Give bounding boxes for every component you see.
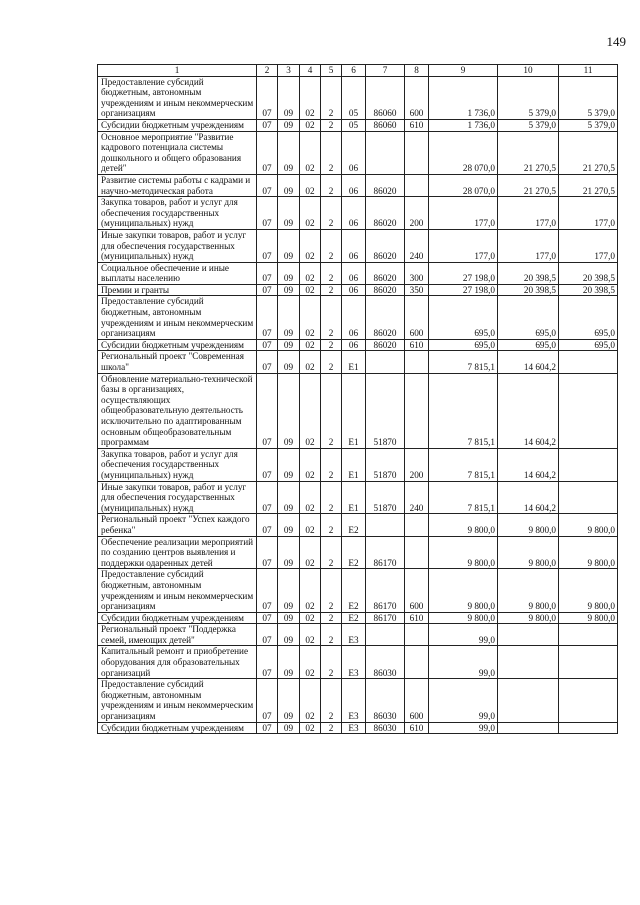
code-cell: 07 — [257, 448, 278, 481]
code-cell: 07 — [257, 569, 278, 612]
code-cell: 86030 — [366, 646, 405, 679]
code-cell: 2 — [321, 448, 342, 481]
row-name-cell: Иные закупки товаров, работ и услуг для обеспечения государственных (муниципальных) нужд — [98, 229, 257, 262]
code-cell: 07 — [257, 229, 278, 262]
code-cell — [405, 351, 429, 373]
column-header: 10 — [498, 65, 559, 77]
table-row — [98, 536, 618, 569]
column-header: 4 — [300, 65, 321, 77]
code-cell — [366, 514, 405, 536]
code-cell: 86170 — [366, 612, 405, 624]
code-cell: 09 — [278, 722, 300, 734]
code-cell: 07 — [257, 612, 278, 624]
code-cell: 07 — [257, 351, 278, 373]
code-cell: 86020 — [366, 174, 405, 196]
amount-cell — [559, 722, 618, 734]
row-name-cell: Субсидии бюджетным учреждениям — [98, 612, 257, 624]
amount-cell: 99,0 — [429, 722, 498, 734]
row-name-cell: Капитальный ремонт и приобретение оборудования для образовательных организаций — [98, 646, 257, 679]
code-cell: 07 — [257, 373, 278, 448]
amount-cell — [559, 351, 618, 373]
table-body — [98, 76, 618, 734]
amount-cell: 14 604,2 — [498, 448, 559, 481]
code-cell — [366, 351, 405, 373]
amount-cell: 5 379,0 — [498, 76, 559, 119]
code-cell: 02 — [300, 612, 321, 624]
amount-cell: 9 800,0 — [559, 536, 618, 569]
row-name-cell: Иные закупки товаров, работ и услуг для обеспечения государственных (муниципальных) нужд — [98, 481, 257, 514]
code-cell: 86020 — [366, 197, 405, 230]
code-cell: 09 — [278, 612, 300, 624]
code-cell: 05 — [342, 76, 366, 119]
amount-cell: 9 800,0 — [559, 569, 618, 612]
code-cell — [405, 624, 429, 646]
column-header: 3 — [278, 65, 300, 77]
code-cell: 09 — [278, 262, 300, 284]
amount-cell: 9 800,0 — [429, 536, 498, 569]
code-cell: 05 — [342, 119, 366, 131]
amount-cell: 177,0 — [498, 229, 559, 262]
code-cell: 86020 — [366, 284, 405, 296]
code-cell: 2 — [321, 679, 342, 722]
table-row — [98, 262, 618, 284]
code-cell: E1 — [342, 448, 366, 481]
code-cell: 86030 — [366, 722, 405, 734]
amount-cell: 9 800,0 — [498, 514, 559, 536]
amount-cell: 21 270,5 — [498, 131, 559, 174]
code-cell: 02 — [300, 569, 321, 612]
amount-cell: 28 070,0 — [429, 131, 498, 174]
code-cell: 86030 — [366, 679, 405, 722]
code-cell: 07 — [257, 76, 278, 119]
code-cell: 02 — [300, 174, 321, 196]
code-cell — [405, 174, 429, 196]
code-cell: 09 — [278, 569, 300, 612]
code-cell: E3 — [342, 624, 366, 646]
amount-cell: 5 379,0 — [559, 76, 618, 119]
code-cell: 2 — [321, 174, 342, 196]
row-name-cell: Субсидии бюджетным учреждениям — [98, 119, 257, 131]
code-cell: 2 — [321, 514, 342, 536]
code-cell: 02 — [300, 131, 321, 174]
code-cell: E1 — [342, 481, 366, 514]
code-cell: 09 — [278, 339, 300, 351]
code-cell: 07 — [257, 119, 278, 131]
code-cell: 07 — [257, 679, 278, 722]
amount-cell: 177,0 — [429, 197, 498, 230]
code-cell: 2 — [321, 131, 342, 174]
code-cell: 09 — [278, 351, 300, 373]
row-name-cell: Субсидии бюджетным учреждениям — [98, 722, 257, 734]
amount-cell: 20 398,5 — [559, 284, 618, 296]
amount-cell: 177,0 — [429, 229, 498, 262]
code-cell: 51870 — [366, 481, 405, 514]
code-cell: 09 — [278, 131, 300, 174]
table-row — [98, 624, 618, 646]
code-cell: 86020 — [366, 229, 405, 262]
code-cell: 610 — [405, 612, 429, 624]
amount-cell: 14 604,2 — [498, 373, 559, 448]
amount-cell — [498, 646, 559, 679]
code-cell: 02 — [300, 679, 321, 722]
code-cell: E2 — [342, 569, 366, 612]
code-cell: 06 — [342, 229, 366, 262]
code-cell: 09 — [278, 197, 300, 230]
code-cell: 02 — [300, 481, 321, 514]
row-name-cell: Обеспечение реализации мероприятий по созданию центров выявления и поддержки одаренных детей — [98, 536, 257, 569]
amount-cell: 99,0 — [429, 624, 498, 646]
code-cell: 09 — [278, 624, 300, 646]
code-cell: 2 — [321, 284, 342, 296]
code-cell: E2 — [342, 514, 366, 536]
amount-cell: 177,0 — [559, 229, 618, 262]
code-cell: 02 — [300, 197, 321, 230]
amount-cell: 21 270,5 — [559, 131, 618, 174]
code-cell: 2 — [321, 262, 342, 284]
code-cell: 07 — [257, 536, 278, 569]
amount-cell — [559, 646, 618, 679]
code-cell: 07 — [257, 284, 278, 296]
code-cell — [405, 536, 429, 569]
table-row — [98, 679, 618, 722]
code-cell: 2 — [321, 722, 342, 734]
code-cell: E2 — [342, 612, 366, 624]
table-row — [98, 229, 618, 262]
code-cell: 2 — [321, 646, 342, 679]
row-name-cell: Предоставление субсидий бюджетным, автономным учреждениям и иным некоммерческим организациям — [98, 296, 257, 339]
amount-cell: 1 736,0 — [429, 119, 498, 131]
amount-cell — [498, 679, 559, 722]
code-cell: 2 — [321, 351, 342, 373]
table-row — [98, 339, 618, 351]
code-cell: 07 — [257, 514, 278, 536]
table-row — [98, 514, 618, 536]
amount-cell: 695,0 — [498, 339, 559, 351]
code-cell: 02 — [300, 536, 321, 569]
amount-cell: 7 815,1 — [429, 373, 498, 448]
code-cell: 86020 — [366, 339, 405, 351]
table-row — [98, 131, 618, 174]
code-cell: 86170 — [366, 536, 405, 569]
amount-cell: 695,0 — [429, 296, 498, 339]
code-cell: 610 — [405, 119, 429, 131]
code-cell: 02 — [300, 646, 321, 679]
amount-cell: 9 800,0 — [498, 612, 559, 624]
code-cell: 02 — [300, 229, 321, 262]
code-cell: 07 — [257, 197, 278, 230]
amount-cell: 9 800,0 — [498, 536, 559, 569]
table-row — [98, 373, 618, 448]
column-header: 9 — [429, 65, 498, 77]
amount-cell: 27 198,0 — [429, 284, 498, 296]
code-cell: 300 — [405, 262, 429, 284]
amount-cell: 28 070,0 — [429, 174, 498, 196]
code-cell: 09 — [278, 373, 300, 448]
table-row — [98, 646, 618, 679]
code-cell — [405, 373, 429, 448]
amount-cell: 9 800,0 — [559, 514, 618, 536]
amount-cell: 9 800,0 — [429, 569, 498, 612]
amount-cell: 695,0 — [498, 296, 559, 339]
code-cell: E1 — [342, 373, 366, 448]
code-cell — [405, 514, 429, 536]
table-row — [98, 296, 618, 339]
code-cell: 2 — [321, 76, 342, 119]
code-cell: 2 — [321, 229, 342, 262]
table-row — [98, 76, 618, 119]
code-cell: 200 — [405, 448, 429, 481]
code-cell: 02 — [300, 624, 321, 646]
amount-cell: 7 815,1 — [429, 448, 498, 481]
amount-cell: 695,0 — [429, 339, 498, 351]
amount-cell — [498, 722, 559, 734]
amount-cell: 21 270,5 — [559, 174, 618, 196]
code-cell: 09 — [278, 536, 300, 569]
table-row — [98, 612, 618, 624]
code-cell: 86170 — [366, 569, 405, 612]
table-row — [98, 448, 618, 481]
code-cell — [366, 131, 405, 174]
amount-cell: 20 398,5 — [498, 284, 559, 296]
table-row — [98, 119, 618, 131]
row-name-cell: Региональный проект "Успех каждого ребенка" — [98, 514, 257, 536]
amount-cell: 7 815,1 — [429, 351, 498, 373]
code-cell: 2 — [321, 624, 342, 646]
code-cell: 610 — [405, 339, 429, 351]
amount-cell — [559, 679, 618, 722]
code-cell: 240 — [405, 229, 429, 262]
code-cell: 600 — [405, 296, 429, 339]
code-cell: 07 — [257, 481, 278, 514]
column-header: 2 — [257, 65, 278, 77]
amount-cell: 21 270,5 — [498, 174, 559, 196]
table-row — [98, 481, 618, 514]
amount-cell: 1 736,0 — [429, 76, 498, 119]
budget-table — [97, 64, 618, 734]
table-row — [98, 284, 618, 296]
code-cell: 02 — [300, 448, 321, 481]
amount-cell: 695,0 — [559, 339, 618, 351]
code-cell: 09 — [278, 229, 300, 262]
code-cell: 09 — [278, 119, 300, 131]
column-header: 5 — [321, 65, 342, 77]
amount-cell: 14 604,2 — [498, 481, 559, 514]
code-cell: 2 — [321, 119, 342, 131]
amount-cell: 9 800,0 — [429, 612, 498, 624]
code-cell: 09 — [278, 76, 300, 119]
code-cell: 350 — [405, 284, 429, 296]
code-cell: 2 — [321, 536, 342, 569]
amount-cell — [559, 448, 618, 481]
code-cell: 07 — [257, 174, 278, 196]
code-cell: 02 — [300, 514, 321, 536]
code-cell: 610 — [405, 722, 429, 734]
amount-cell: 9 800,0 — [498, 569, 559, 612]
code-cell: 02 — [300, 262, 321, 284]
code-cell: 06 — [342, 262, 366, 284]
code-cell: 07 — [257, 339, 278, 351]
row-name-cell: Развитие системы работы с кадрами и научно-методическая работа — [98, 174, 257, 196]
code-cell: 06 — [342, 131, 366, 174]
amount-cell: 9 800,0 — [429, 514, 498, 536]
code-cell: 09 — [278, 514, 300, 536]
code-cell: 02 — [300, 722, 321, 734]
code-cell: 06 — [342, 284, 366, 296]
amount-cell: 27 198,0 — [429, 262, 498, 284]
code-cell: E3 — [342, 679, 366, 722]
code-cell: 51870 — [366, 373, 405, 448]
code-cell: 09 — [278, 646, 300, 679]
row-name-cell: Премии и гранты — [98, 284, 257, 296]
code-cell: E3 — [342, 646, 366, 679]
code-cell: 240 — [405, 481, 429, 514]
code-cell: 09 — [278, 284, 300, 296]
row-name-cell: Предоставление субсидий бюджетным, автономным учреждениям и иным некоммерческим организациям — [98, 76, 257, 119]
column-header: 7 — [366, 65, 405, 77]
code-cell: 09 — [278, 296, 300, 339]
amount-cell: 5 379,0 — [498, 119, 559, 131]
code-cell: 02 — [300, 119, 321, 131]
table-row — [98, 174, 618, 196]
row-name-cell: Субсидии бюджетным учреждениям — [98, 339, 257, 351]
code-cell: 2 — [321, 339, 342, 351]
code-cell: 200 — [405, 197, 429, 230]
code-cell: 07 — [257, 722, 278, 734]
code-cell: 07 — [257, 624, 278, 646]
code-cell: 07 — [257, 131, 278, 174]
code-cell: 2 — [321, 197, 342, 230]
code-cell: 02 — [300, 373, 321, 448]
column-header: 8 — [405, 65, 429, 77]
code-cell: 09 — [278, 481, 300, 514]
code-cell: 07 — [257, 296, 278, 339]
amount-cell — [559, 481, 618, 514]
code-cell: 02 — [300, 296, 321, 339]
code-cell: 86020 — [366, 296, 405, 339]
code-cell: 02 — [300, 284, 321, 296]
column-header: 1 — [98, 65, 257, 77]
code-cell: 2 — [321, 612, 342, 624]
code-cell: 02 — [300, 351, 321, 373]
code-cell: 86060 — [366, 119, 405, 131]
table-row — [98, 197, 618, 230]
row-name-cell: Предоставление субсидий бюджетным, автономным учреждениям и иным некоммерческим организациям — [98, 679, 257, 722]
row-name-cell: Региональный проект "Поддержка семей, имеющих детей" — [98, 624, 257, 646]
code-cell: 06 — [342, 174, 366, 196]
amount-cell: 20 398,5 — [559, 262, 618, 284]
row-name-cell: Основное мероприятие "Развитие кадрового потенциала системы дошкольного и общего образования детей" — [98, 131, 257, 174]
column-header: 11 — [559, 65, 618, 77]
code-cell — [366, 624, 405, 646]
code-cell: 07 — [257, 262, 278, 284]
row-name-cell: Предоставление субсидий бюджетным, автономным учреждениям и иным некоммерческим организациям — [98, 569, 257, 612]
code-cell: 09 — [278, 448, 300, 481]
code-cell — [405, 646, 429, 679]
amount-cell: 99,0 — [429, 679, 498, 722]
code-cell: E2 — [342, 536, 366, 569]
code-cell: 02 — [300, 339, 321, 351]
code-cell: 86060 — [366, 76, 405, 119]
code-cell: 600 — [405, 679, 429, 722]
table-header-row — [98, 65, 618, 77]
page-number: 149 — [606, 34, 626, 49]
code-cell: 06 — [342, 339, 366, 351]
code-cell: E1 — [342, 351, 366, 373]
code-cell: 2 — [321, 296, 342, 339]
code-cell: 06 — [342, 296, 366, 339]
amount-cell: 177,0 — [559, 197, 618, 230]
code-cell: 600 — [405, 569, 429, 612]
code-cell: 09 — [278, 679, 300, 722]
code-cell: 09 — [278, 174, 300, 196]
amount-cell: 5 379,0 — [559, 119, 618, 131]
table-row — [98, 722, 618, 734]
table-row — [98, 351, 618, 373]
code-cell: 86020 — [366, 262, 405, 284]
amount-cell: 14 604,2 — [498, 351, 559, 373]
amount-cell: 695,0 — [559, 296, 618, 339]
row-name-cell: Закупка товаров, работ и услуг для обеспечения государственных (муниципальных) нужд — [98, 448, 257, 481]
row-name-cell: Социальное обеспечение и иные выплаты населению — [98, 262, 257, 284]
amount-cell: 7 815,1 — [429, 481, 498, 514]
table-row — [98, 569, 618, 612]
code-cell: 2 — [321, 481, 342, 514]
column-header: 6 — [342, 65, 366, 77]
code-cell: E3 — [342, 722, 366, 734]
code-cell: 2 — [321, 569, 342, 612]
amount-cell: 20 398,5 — [498, 262, 559, 284]
row-name-cell: Региональный проект "Современная школа" — [98, 351, 257, 373]
code-cell — [405, 131, 429, 174]
code-cell: 51870 — [366, 448, 405, 481]
amount-cell: 9 800,0 — [559, 612, 618, 624]
code-cell: 06 — [342, 197, 366, 230]
amount-cell — [559, 624, 618, 646]
code-cell: 02 — [300, 76, 321, 119]
row-name-cell: Обновление материально-технической базы в организациях, осуществляющих общеобразовательную деятельность исключительно по адаптированным основным общеобразовательным программам — [98, 373, 257, 448]
amount-cell — [498, 624, 559, 646]
amount-cell: 99,0 — [429, 646, 498, 679]
row-name-cell: Закупка товаров, работ и услуг для обеспечения государственных (муниципальных) нужд — [98, 197, 257, 230]
amount-cell: 177,0 — [498, 197, 559, 230]
code-cell: 600 — [405, 76, 429, 119]
code-cell: 2 — [321, 373, 342, 448]
code-cell: 07 — [257, 646, 278, 679]
amount-cell — [559, 373, 618, 448]
